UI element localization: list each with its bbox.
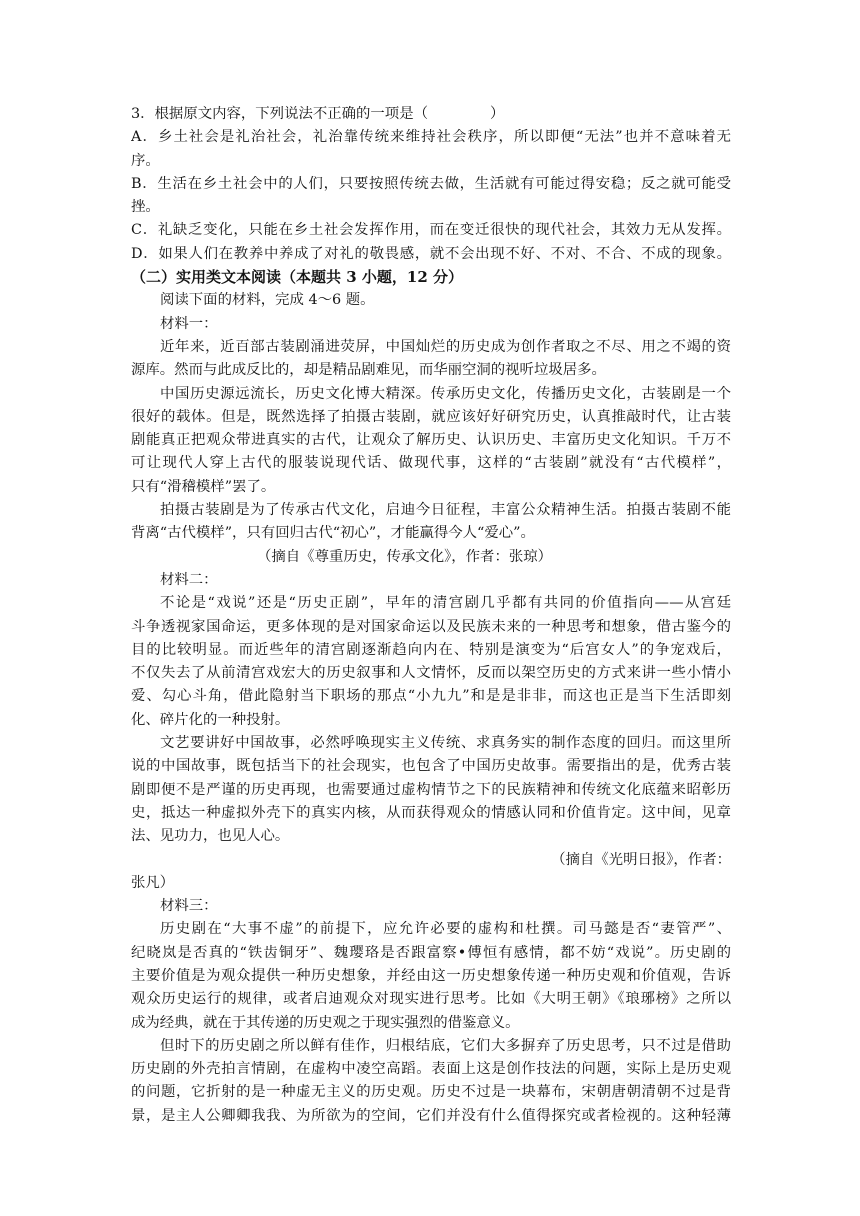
option-a-line: A．乡土社会是礼治社会，礼治靠传统来维持社会秩序，所以即便“无法”也并不意味着无: [131, 129, 731, 146]
paragraph-line: 历史剧的外壳拍言情剧，在虚构中凌空高蹈。表面上这是创作技法的问题，实际上是历史观: [131, 1061, 731, 1078]
option-c: C．礼缺乏变化，只能在乡土社会发挥作用，而在变迁很快的现代社会，其效力无从发挥。: [131, 222, 731, 239]
paragraph-line: 成为经典，就在于其传递的历史观之于现实强烈的借鉴意义。: [131, 1014, 520, 1031]
paragraph-line: 近年来，近百部古装剧涌进荧屏，中国灿烂的历史成为创作者取之不尽、用之不竭的资: [160, 338, 731, 355]
material-2-source: （摘自《光明日报》，作者：: [551, 851, 731, 868]
paragraph-line: 目的比较明显。而近些年的清宫剧逐渐趋向内在、特别是演变为“后宫女人”的争宠戏后，: [131, 641, 731, 658]
paragraph-line: 不论是“戏说”还是“历史正剧”，早年的清宫剧几乎都有共同的价值指向——从宫廷: [160, 595, 731, 612]
option-b-line: B．生活在乡土社会中的人们，只要按照传统去做，生活就有可能过得安稳；反之就可能受: [131, 175, 731, 192]
paragraph-line: 化、碎片化的一种投射。: [131, 711, 290, 728]
section-heading: （二）实用类文本阅读（本题共 3 小题，12 分）: [131, 268, 463, 287]
paragraph-line: 斗争透视家国命运，更多体现的是对国家命运以及民族未来的一种思考和想象，借古鉴今的: [131, 618, 731, 635]
paragraph-line: 纪晓岚是否真的“铁齿铜牙”、魏璎珞是否跟富察•傅恒有感情，都不妨“戏说”。历史剧的: [131, 944, 731, 961]
paragraph-line: 景，是主人公卿卿我我、为所欲为的空间，它们并没有什么值得探究或者检视的。这种轻薄: [131, 1107, 731, 1124]
paragraph-line: 可让现代人穿上古代的服装说现代话、做现代事，这样的“古装剧”就没有“古代模样”，: [131, 455, 731, 472]
paragraph-line: 的问题，它折射的是一种虚无主义的历史观。历史不过是一块幕布，宋朝唐朝清朝不过是背: [131, 1084, 731, 1101]
paragraph-line: 主要价值是为观众提供一种历史想象，并经由这一历史想象传递一种历史观和价值观，告诉: [131, 967, 731, 984]
paragraph-line: 背离“古代模样”，只有回归古代“初心”，才能赢得今人“爱心”。: [131, 525, 535, 542]
page-content: [131, 103, 731, 1128]
paragraph-line: 但时下的历史剧之所以鲜有佳作，归根结底，它们大多摒弃了历史思考，只不过是借助: [160, 1037, 731, 1054]
paragraph-line: 中国历史源远流长，历史文化博大精深。传承历史文化，传播历史文化，古装剧是一个: [160, 385, 731, 402]
paragraph-line: 爱、勾心斗角，借此隐射当下职场的那点“小九九”和是是非非，而这也正是当下生活即刻: [131, 688, 731, 705]
material-2-source: 张凡）: [131, 874, 175, 891]
option-d: D．如果人们在教养中养成了对礼的敬畏感，就不会出现不好、不对、不合、不成的现象。: [131, 245, 731, 262]
paragraph-line: 观众历史运行的规律，或者启迪观众对现实进行思考。比如《大明王朝》《琅琊榜》之所以: [131, 991, 731, 1008]
paragraph-line: 文艺要讲好中国故事，必然呼唤现实主义传统、求真务实的制作态度的回归。而这里所: [160, 735, 731, 752]
paragraph-line: 只有“滑稽模样”罢了。: [131, 478, 276, 495]
material-1-source: （摘自《尊重历史，传承文化》，作者：张琼）: [257, 548, 553, 565]
paragraph-line: 很好的载体。但是，既然选择了拍摄古装剧，就应该好好研究历史，认真推敲时代，让古装: [131, 408, 731, 425]
paragraph-line: 剧即便不是严谨的历史再现，也需要通过虚构情节之下的民族精神和传统文化底蕴来昭彰历: [131, 781, 731, 798]
paragraph-line: 历史剧在“大事不虚”的前提下，应允许必要的虚构和杜撰。司马懿是否“妻管严”、: [160, 921, 731, 938]
option-b-line: 挫。: [131, 199, 160, 216]
paragraph-line: 法、见功力，也见人心。: [131, 828, 290, 845]
paragraph-line: 拍摄古装剧是为了传承古代文化，启迪今日征程，丰富公众精神生活。拍摄古装剧不能: [160, 502, 731, 519]
material-3-label: 材料三：: [160, 898, 218, 915]
section-instruction: 阅读下面的材料，完成 4～6 题。: [160, 292, 375, 309]
material-2-label: 材料二：: [160, 571, 218, 588]
paragraph-line: 不仅失去了从前清宫戏宏大的历史叙事和人文情怀，反而以架空历史的方式来讲一些小情小: [131, 665, 731, 682]
option-a-line: 序。: [131, 152, 160, 169]
paragraph-line: 史，抵达一种虚拟外壳下的真实内核，从而获得观众的情感认同和价值肯定。这中间，见章: [131, 804, 731, 821]
question-3-stem: 3．根据原文内容，下列说法不正确的一项是（ ）: [131, 106, 505, 122]
paragraph-line: 剧能真正把观众带进真实的古代，让观众了解历史、认识历史、丰富历史文化知识。千万不: [131, 432, 731, 449]
paragraph-line: 源库。然而与此成反比的，却是精品剧难见，而华丽空洞的视听垃圾居多。: [131, 362, 606, 379]
material-1-label: 材料一：: [160, 315, 218, 332]
paragraph-line: 说的中国故事，既包括当下的社会现实，也包含了中国历史故事。需要指出的是，优秀古装: [131, 758, 731, 775]
